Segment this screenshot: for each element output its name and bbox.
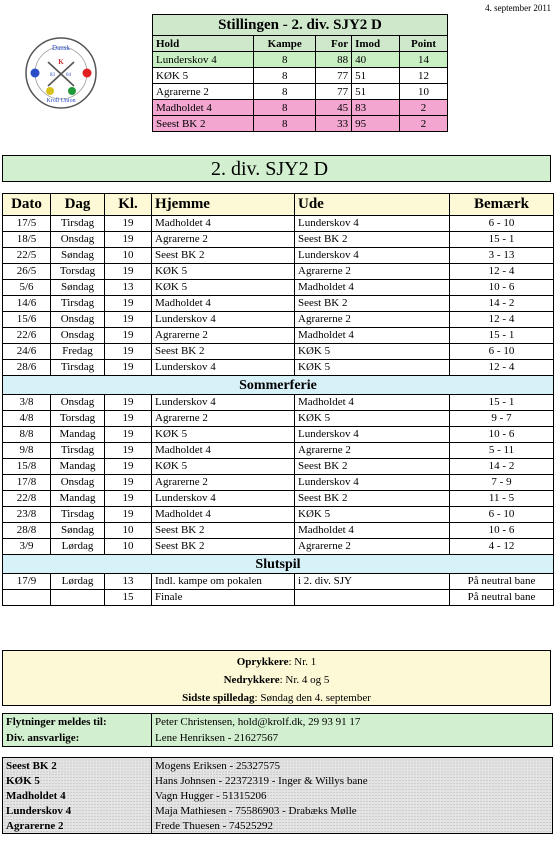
match-row — [3, 539, 554, 555]
home-team: KØK 5 — [152, 427, 295, 443]
away-team: Seest BK 2 — [295, 459, 450, 475]
points-for: 45 — [316, 100, 352, 116]
match-date: 26/5 — [3, 264, 51, 280]
match-day: Onsdag — [51, 232, 105, 248]
match-date: 15/8 — [3, 459, 51, 475]
away-team: Lunderskov 4 — [295, 427, 450, 443]
away-team — [295, 590, 450, 606]
match-remark: På neutral bane — [450, 590, 554, 606]
last-matchday-line: Sidste spilledag: Søndag den 4. september — [182, 692, 371, 704]
home-team: Agrarerne 2 — [152, 411, 295, 427]
league-points: 2 — [400, 100, 448, 116]
match-time: 19 — [105, 360, 152, 376]
team-contacts — [2, 757, 553, 834]
match-date: 24/6 — [3, 344, 51, 360]
match-remark: 12 - 4 — [450, 312, 554, 328]
match-remark: 10 - 6 — [450, 280, 554, 296]
away-team: Madholdet 4 — [295, 328, 450, 344]
match-row — [3, 411, 554, 427]
league-points: 2 — [400, 116, 448, 132]
logo-ball-yellow — [46, 87, 54, 95]
match-date: 22/8 — [3, 491, 51, 507]
match-date: 5/6 — [3, 280, 51, 296]
away-team: Lunderskov 4 — [295, 216, 450, 232]
match-remark: 7 - 9 — [450, 475, 554, 491]
summer-break-label: Sommerferie — [3, 376, 554, 395]
match-date: 28/8 — [3, 523, 51, 539]
away-team: Seest BK 2 — [295, 232, 450, 248]
team-name: Seest BK 2 — [153, 116, 254, 132]
match-day: Onsdag — [51, 395, 105, 411]
match-day: Søndag — [51, 280, 105, 296]
match-day: Torsdag — [51, 264, 105, 280]
match-remark: 15 - 1 — [450, 232, 554, 248]
away-team: Agrarerne 2 — [295, 312, 450, 328]
league-points: 14 — [400, 52, 448, 68]
away-team: i 2. div. SJY — [295, 574, 450, 590]
standings-header: Imod — [352, 36, 400, 52]
team-name: Madholdet 4 — [153, 100, 254, 116]
relegation-line: Nedrykkere: Nr. 4 og 5 — [223, 674, 330, 686]
standings-header: Point — [400, 36, 448, 52]
match-day — [51, 590, 105, 606]
match-date: 23/8 — [3, 507, 51, 523]
match-date — [3, 590, 51, 606]
match-date: 9/8 — [3, 443, 51, 459]
match-remark: 9 - 7 — [450, 411, 554, 427]
match-time: 19 — [105, 507, 152, 523]
match-row — [3, 427, 554, 443]
logo-right-num: 04 — [66, 73, 71, 78]
standings-row — [153, 84, 448, 100]
away-team: Lunderskov 4 — [295, 248, 450, 264]
match-date: 8/8 — [3, 427, 51, 443]
home-team: Seest BK 2 — [152, 248, 295, 264]
match-row — [3, 264, 554, 280]
match-day: Søndag — [51, 248, 105, 264]
match-row — [3, 232, 554, 248]
match-row — [3, 574, 554, 590]
points-against: 95 — [352, 116, 400, 132]
print-date: 4. september 2011 — [485, 3, 551, 13]
contact-team: Agrarerne 2 — [3, 818, 152, 834]
match-time: 19 — [105, 344, 152, 360]
away-team: Agrarerne 2 — [295, 443, 450, 459]
away-team: Madholdet 4 — [295, 280, 450, 296]
match-remark: 4 - 12 — [450, 539, 554, 555]
match-row — [3, 216, 554, 232]
standings-table — [152, 14, 448, 132]
contact-team: Madholdet 4 — [3, 788, 152, 803]
match-time: 10 — [105, 248, 152, 264]
contact-team: Seest BK 2 — [3, 758, 152, 774]
match-remark: 5 - 11 — [450, 443, 554, 459]
away-team: Agrarerne 2 — [295, 264, 450, 280]
contact-person: Hans Johnsen - 22372319 - Inger & Willys bane — [152, 773, 553, 788]
points-against: 51 — [352, 68, 400, 84]
games-played: 8 — [254, 116, 316, 132]
logo-top-text: Dansk — [52, 44, 70, 52]
match-time: 19 — [105, 328, 152, 344]
match-time: 19 — [105, 232, 152, 248]
logo-bottom-text: Kroll Union — [46, 98, 76, 104]
points-for: 88 — [316, 52, 352, 68]
match-day: Tirsdag — [51, 216, 105, 232]
club-logo — [24, 36, 98, 110]
away-team: Madholdet 4 — [295, 523, 450, 539]
schedule-table — [2, 193, 554, 606]
schedule-header: Dato — [3, 194, 51, 216]
match-time: 19 — [105, 427, 152, 443]
away-team: Agrarerne 2 — [295, 539, 450, 555]
standings-row — [153, 100, 448, 116]
home-team: Lunderskov 4 — [152, 312, 295, 328]
match-row — [3, 328, 554, 344]
away-team: KØK 5 — [295, 507, 450, 523]
match-remark: På neutral bane — [450, 574, 554, 590]
match-row — [3, 523, 554, 539]
match-remark: 15 - 1 — [450, 395, 554, 411]
home-team: Finale — [152, 590, 295, 606]
contact-person: Frede Thuesen - 74525292 — [152, 818, 553, 834]
away-team: Seest BK 2 — [295, 296, 450, 312]
logo-ball-green — [68, 87, 76, 95]
schedule-header-row — [3, 194, 554, 216]
match-row — [3, 590, 554, 606]
match-date: 4/8 — [3, 411, 51, 427]
match-row — [3, 248, 554, 264]
home-team: Lunderskov 4 — [152, 395, 295, 411]
schedule-header: Kl. — [105, 194, 152, 216]
match-row — [3, 491, 554, 507]
match-time: 19 — [105, 411, 152, 427]
match-time: 19 — [105, 216, 152, 232]
reschedule-label: Flytninger meldes til: — [3, 714, 152, 731]
home-team: Agrarerne 2 — [152, 475, 295, 491]
away-team: KØK 5 — [295, 360, 450, 376]
home-team: KØK 5 — [152, 280, 295, 296]
match-date: 22/5 — [3, 248, 51, 264]
match-time: 19 — [105, 475, 152, 491]
match-date: 14/6 — [3, 296, 51, 312]
contact-person: Mogens Eriksen - 25327575 — [152, 758, 553, 774]
match-date: 15/6 — [3, 312, 51, 328]
match-day: Tirsdag — [51, 360, 105, 376]
reschedule-contact: Peter Christensen, hold@krolf.dk, 29 93 91 17 — [152, 714, 553, 731]
reschedule-contacts — [2, 713, 553, 747]
match-date: 28/6 — [3, 360, 51, 376]
match-remark: 12 - 4 — [450, 360, 554, 376]
match-remark: 6 - 10 — [450, 344, 554, 360]
match-time: 19 — [105, 491, 152, 507]
match-time: 19 — [105, 395, 152, 411]
match-remark: 14 - 2 — [450, 459, 554, 475]
match-row — [3, 296, 554, 312]
match-date: 17/8 — [3, 475, 51, 491]
home-team: Lunderskov 4 — [152, 491, 295, 507]
match-remark: 11 - 5 — [450, 491, 554, 507]
games-played: 8 — [254, 52, 316, 68]
away-team: KØK 5 — [295, 344, 450, 360]
match-day: Onsdag — [51, 312, 105, 328]
standings-row — [153, 68, 448, 84]
match-row — [3, 443, 554, 459]
home-team: Madholdet 4 — [152, 296, 295, 312]
match-date: 17/5 — [3, 216, 51, 232]
match-time: 10 — [105, 539, 152, 555]
season-info — [2, 650, 551, 706]
contact-person: Vagn Hugger - 51315206 — [152, 788, 553, 803]
home-team: Madholdet 4 — [152, 216, 295, 232]
logo-ball-red — [83, 69, 92, 78]
logo-mark: K — [58, 58, 64, 66]
games-played: 8 — [254, 100, 316, 116]
match-remark: 10 - 6 — [450, 523, 554, 539]
match-time: 19 — [105, 296, 152, 312]
match-remark: 12 - 4 — [450, 264, 554, 280]
schedule-header: Hjemme — [152, 194, 295, 216]
points-against: 83 — [352, 100, 400, 116]
match-row — [3, 475, 554, 491]
match-remark: 10 - 6 — [450, 427, 554, 443]
division-banner: 2. div. SJY2 D — [2, 155, 551, 182]
contact-team: Lunderskov 4 — [3, 803, 152, 818]
away-team: Lunderskov 4 — [295, 475, 450, 491]
match-remark: 6 - 10 — [450, 216, 554, 232]
match-time: 13 — [105, 280, 152, 296]
match-row — [3, 395, 554, 411]
match-day: Tirsdag — [51, 296, 105, 312]
match-remark: 14 - 2 — [450, 296, 554, 312]
home-team: Seest BK 2 — [152, 344, 295, 360]
standings-header: Hold — [153, 36, 254, 52]
match-day: Tirsdag — [51, 507, 105, 523]
home-team: Seest BK 2 — [152, 523, 295, 539]
match-date: 18/5 — [3, 232, 51, 248]
match-remark: 6 - 10 — [450, 507, 554, 523]
division-manager-label: Div. ansvarlige: — [3, 730, 152, 747]
summer-break — [3, 376, 554, 395]
match-day: Torsdag — [51, 411, 105, 427]
home-team: KØK 5 — [152, 264, 295, 280]
match-row — [3, 280, 554, 296]
match-time: 10 — [105, 523, 152, 539]
match-day: Mandag — [51, 459, 105, 475]
away-team: Madholdet 4 — [295, 395, 450, 411]
match-row — [3, 459, 554, 475]
match-time: 19 — [105, 264, 152, 280]
home-team: Seest BK 2 — [152, 539, 295, 555]
points-against: 40 — [352, 52, 400, 68]
schedule-header: Dag — [51, 194, 105, 216]
league-points: 10 — [400, 84, 448, 100]
match-time: 19 — [105, 459, 152, 475]
match-date: 3/9 — [3, 539, 51, 555]
league-points: 12 — [400, 68, 448, 84]
home-team: Madholdet 4 — [152, 507, 295, 523]
match-day: Onsdag — [51, 475, 105, 491]
match-day: Onsdag — [51, 328, 105, 344]
points-for: 77 — [316, 84, 352, 100]
match-remark: 15 - 1 — [450, 328, 554, 344]
match-day: Mandag — [51, 427, 105, 443]
match-day: Fredag — [51, 344, 105, 360]
match-day: Lørdag — [51, 574, 105, 590]
match-date: 3/8 — [3, 395, 51, 411]
contact-person: Maja Mathiesen - 75586903 - Drabæks Mølle — [152, 803, 553, 818]
match-row — [3, 312, 554, 328]
standings-title: Stillingen - 2. div. SJY2 D — [153, 15, 448, 36]
schedule-header: Ude — [295, 194, 450, 216]
team-name: Agrarerne 2 — [153, 84, 254, 100]
home-team: KØK 5 — [152, 459, 295, 475]
match-time: 13 — [105, 574, 152, 590]
match-time: 15 — [105, 590, 152, 606]
standings-header: Kampe — [254, 36, 316, 52]
home-team: Agrarerne 2 — [152, 232, 295, 248]
match-time: 19 — [105, 312, 152, 328]
contact-team: KØK 5 — [3, 773, 152, 788]
match-day: Mandag — [51, 491, 105, 507]
logo-left-num: 83 — [50, 73, 55, 78]
match-date: 22/6 — [3, 328, 51, 344]
standings-header: For — [316, 36, 352, 52]
standings-row — [153, 52, 448, 68]
playoff — [3, 555, 554, 574]
home-team: Agrarerne 2 — [152, 328, 295, 344]
points-for: 33 — [316, 116, 352, 132]
away-team: KØK 5 — [295, 411, 450, 427]
points-for: 77 — [316, 68, 352, 84]
games-played: 8 — [254, 84, 316, 100]
away-team: Seest BK 2 — [295, 491, 450, 507]
home-team: Madholdet 4 — [152, 443, 295, 459]
match-day: Lørdag — [51, 539, 105, 555]
games-played: 8 — [254, 68, 316, 84]
match-row — [3, 360, 554, 376]
points-against: 51 — [352, 84, 400, 100]
promotion-line: Oprykkere: Nr. 1 — [236, 656, 317, 668]
match-date: 17/9 — [3, 574, 51, 590]
match-day: Tirsdag — [51, 443, 105, 459]
team-name: Lunderskov 4 — [153, 52, 254, 68]
home-team: Lunderskov 4 — [152, 360, 295, 376]
match-row — [3, 344, 554, 360]
playoff-label: Slutspil — [3, 555, 554, 574]
schedule-header: Bemærk — [450, 194, 554, 216]
match-row — [3, 507, 554, 523]
home-team: Indl. kampe om pokalen — [152, 574, 295, 590]
match-day: Søndag — [51, 523, 105, 539]
team-name: KØK 5 — [153, 68, 254, 84]
logo-ball-blue — [31, 69, 40, 78]
division-manager-contact: Lene Henriksen - 21627567 — [152, 730, 553, 747]
match-time: 19 — [105, 443, 152, 459]
match-remark: 3 - 13 — [450, 248, 554, 264]
standings-row — [153, 116, 448, 132]
